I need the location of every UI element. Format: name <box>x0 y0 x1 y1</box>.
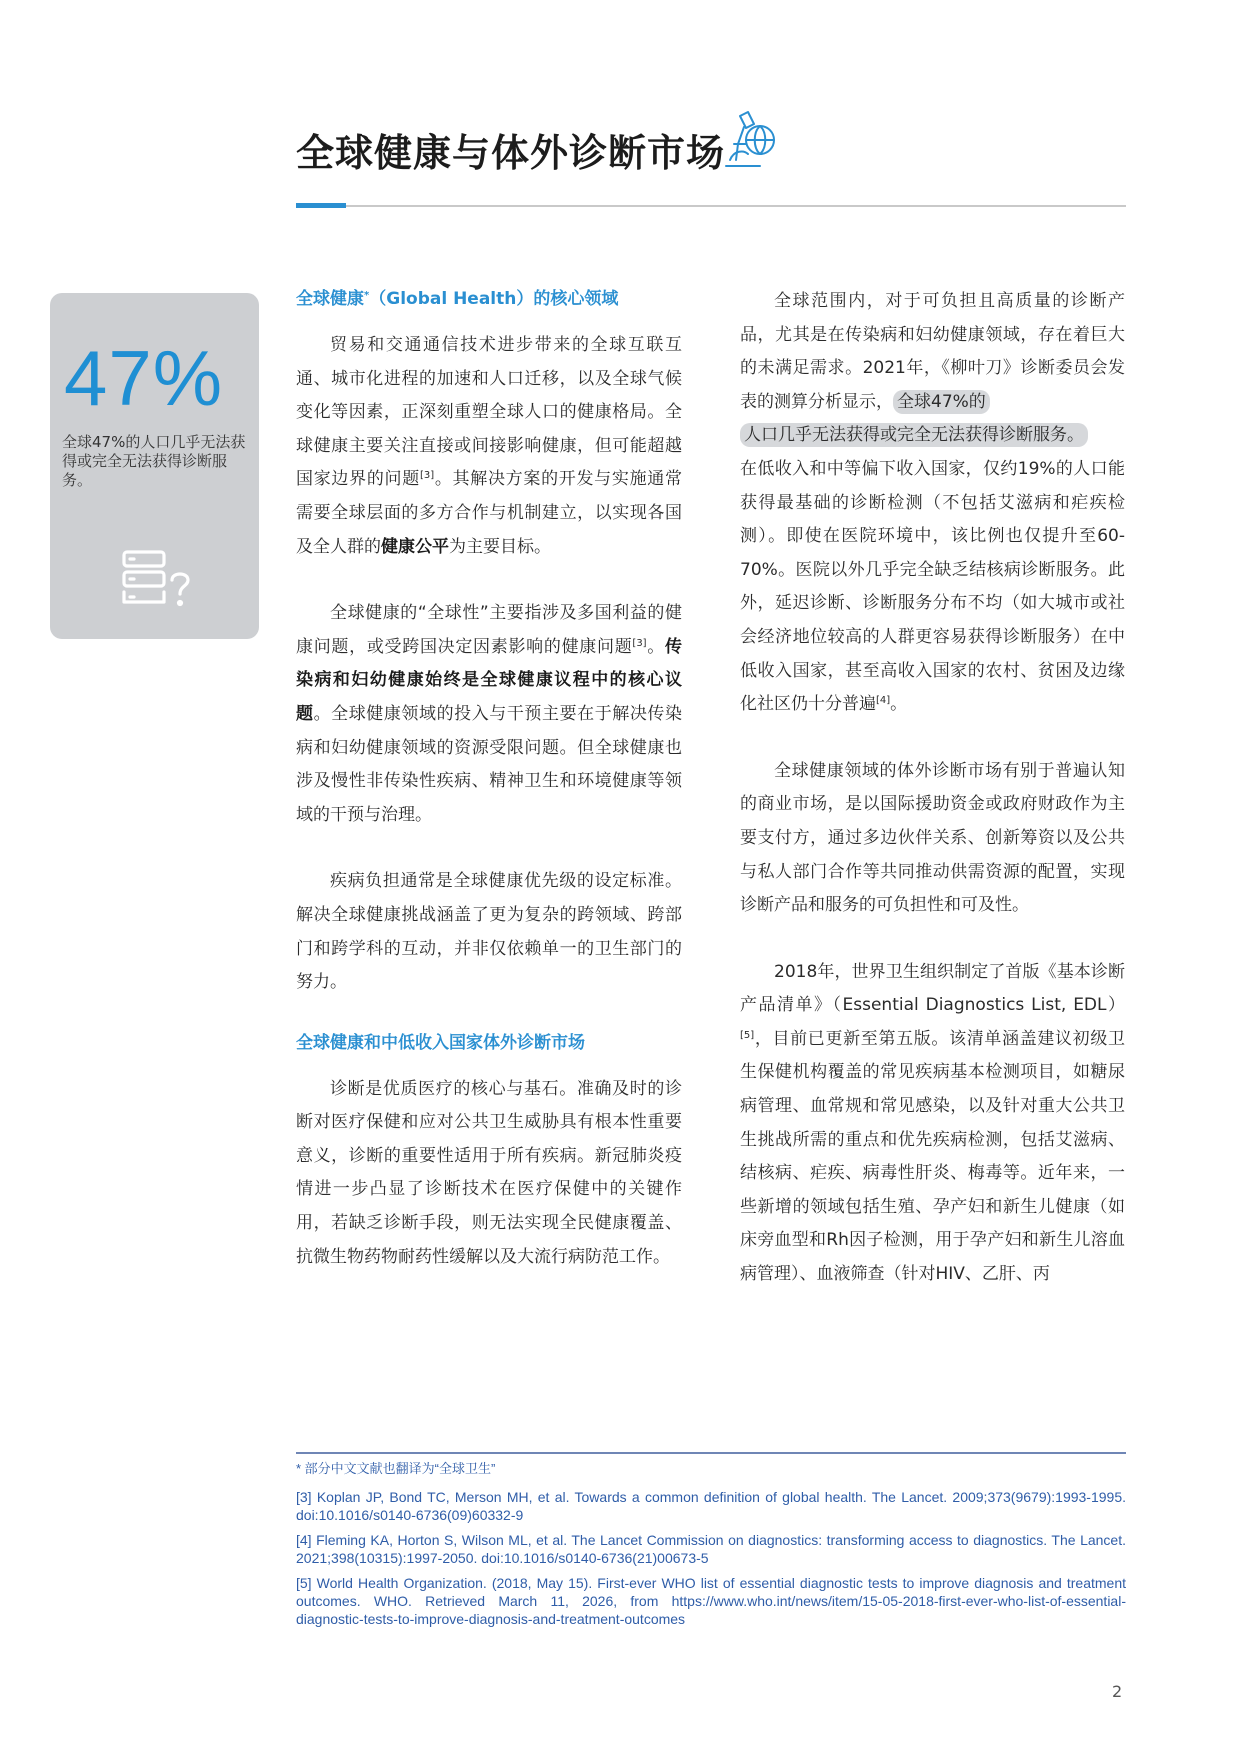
footnote: * 部分中文文献也翻译为“全球卫生” <box>296 1461 496 1476</box>
highlight: 全球47%的 <box>893 390 990 414</box>
footnote: [4] Fleming KA, Horton S, Wilson ML, et al. The Lancet Commission on diagnostics: transforming access to diagnostics. The Lancet. 2021;398(10315):1997-2050. doi:10.1016/s0140-6736(21)00673-5 <box>296 1532 1126 1566</box>
stat-value: 47% <box>64 334 224 422</box>
paragraph: 疾病负担通常是全球健康优先级的设定标准。解决全球健康挑战涵盖了更为复杂的跨领域、跨部门和跨学科的互动，并非仅依赖单一的卫生部门的努力。 <box>296 871 682 993</box>
section-heading-ivd-market: 全球健康和中低收入国家体外诊断市场 <box>296 1032 585 1053</box>
page-title: 全球健康与体外诊断市场 <box>296 131 726 175</box>
paragraph: 全球范围内，对于可负担且高质量的诊断产品，尤其是在传染病和妇幼健康领域，存在着巨大的未满足需求。2021年，《柳叶刀》诊断委员会发表的测算分析显示， 全球47%的 人口几乎无法获得或完全无法获得诊断服务。 在低收入和中等偏下收入国家，仅约19%的人口能获得最基础的诊断检测（不包括艾滋病和疟疾检测）。即使在医院环境中，该比例也仅提升至60-70%。医院以外几乎完全缺乏结核病诊断服务。此外，延迟诊断、诊断服务分布不均（如大城市或社会经济地位较高的人群更容易获得诊断服务）在中低收入国家，甚至高收入国家的农村、贫困及边缘化社区仍十分普遍[4]。 <box>740 291 1125 715</box>
title-divider <box>296 205 1126 207</box>
paragraph: 贸易和交通通信技术进步带来的全球互联互通、城市化进程的加速和人口迁移，以及全球气候变化等因素，正深刻重塑全球人口的健康格局。全球健康主要关注直接或间接影响健康，但可能超越国家边界的问题[3]。其解决方案的开发与实施通常需要全球层面的多方合作与机制建立，以实现各国及全人群的健康公平为主要目标。 <box>296 335 683 557</box>
column-left <box>296 285 682 1307</box>
footnote-divider <box>296 1452 1126 1454</box>
microscope-globe-icon <box>720 110 782 172</box>
section-heading-core-areas: 全球健康*（Global Health）的核心领域 <box>296 289 619 309</box>
paragraph: 诊断是优质医疗的核心与基石。准确及时的诊断对医疗保健和应对公共卫生威胁具有根本性重要意义，诊断的重要性适用于所有疾病。新冠肺炎疫情进一步凸显了诊断技术在医疗保健中的关键作用，若缺乏诊断手段，则无法实现全民健康覆盖、抗微生物药物耐药性缓解以及大流行病防范工作。 <box>296 1078 682 1267</box>
paragraph: 2018年，世界卫生组织制定了首版《基本诊断产品清单》（Essential Diagnostics List, EDL）[5]，目前已更新至第五版。该清单涵盖建议初级卫生保健机构覆盖的常见疾病基本检测项目，如糖尿病管理、血常规和常见感染，以及针对重大公共卫生挑战所需的重点和优先疾病检测，包括艾滋病、结核病、疟疾、病毒性肝炎、梅毒等。近年来，一些新增的领域包括生殖、孕产妇和新生儿健康（如床旁血型和Rh因子检测，用于孕产妇和新生儿溶血病管理）、血液筛查（针对HIV、乙肝、丙 <box>740 961 1125 1285</box>
footnote: [3] Koplan JP, Bond TC, Merson MH, et al. Towards a common definition of global health. The Lancet. 2009;373(9679):1993-1995. doi:10.1016/s0140-6736(09)60332-9 <box>296 1489 1126 1523</box>
footnote: [5] World Health Organization. (2018, May 15). First-ever WHO list of essential diagnostic tests to improve diagnosis and treatment outcomes. WHO. Retrieved March 11, 2026, from https://www.who.int/news/item/15-05-2018-first-ever-who-list-of-essential-diagnostic-tests-to-improve-diagnosis-and-treatment-outcomes <box>296 1575 1126 1627</box>
stat-description: 全球47%的人口几乎无法获得或完全无法获得诊断服务。 <box>62 433 246 489</box>
paragraph: 全球健康的“全球性”主要指涉及多国利益的健康问题，或受跨国决定因素影响的健康问题[3]。传染病和妇幼健康始终是全球健康议程中的核心议题。全球健康领域的投入与干预主要在于解决传染病和妇幼健康领域的资源受限问题。但全球健康也涉及慢性非传染性疾病、精神卫生和环境健康等领域的干预与治理。 <box>296 603 683 825</box>
paragraph: 全球健康领域的体外诊断市场有别于普遍认知的商业市场，是以国际援助资金或政府财政作为主要支付方，通过多边伙伴关系、创新筹资以及公共与私人部门合作等共同推动供需资源的配置，实现诊断产品和服务的可负担性和可及性。 <box>740 760 1125 916</box>
title-divider-accent <box>296 203 346 208</box>
stat-callout <box>50 293 259 639</box>
highlight: 人口几乎无法获得或完全无法获得诊断服务。 <box>740 423 1088 447</box>
column-right <box>740 285 1125 1325</box>
page-number: 2 <box>1112 1682 1123 1701</box>
list-question-icon <box>120 548 192 612</box>
footnotes <box>296 1460 1126 1635</box>
